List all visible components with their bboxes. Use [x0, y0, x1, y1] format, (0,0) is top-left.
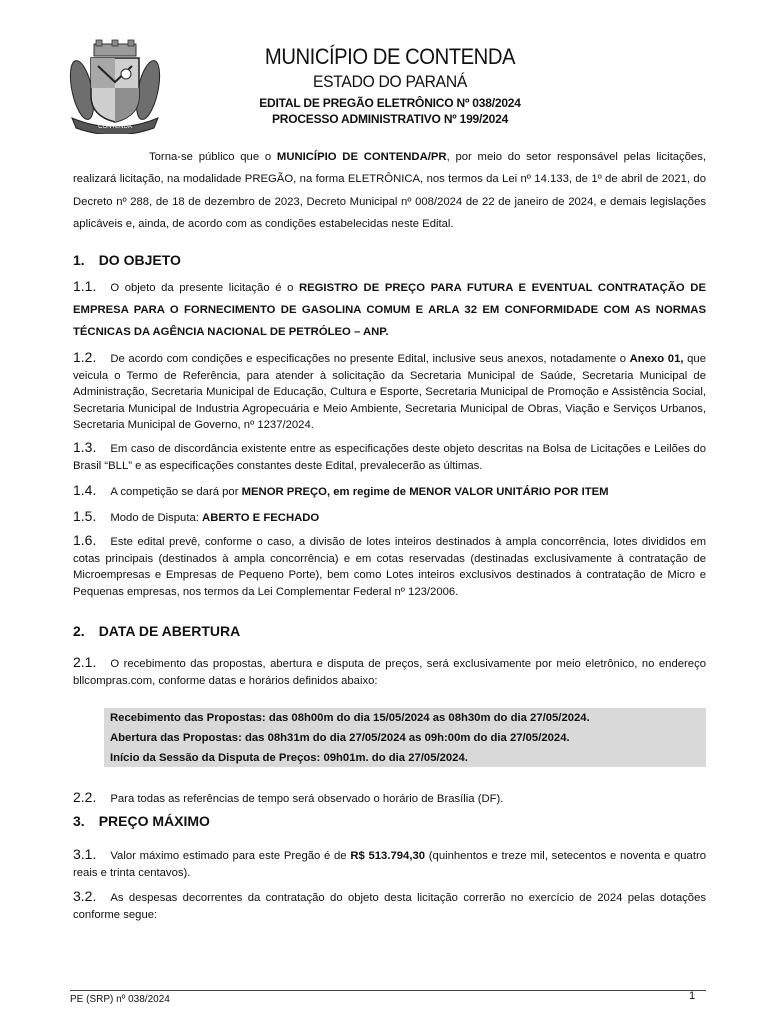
paragraph-1-2-number: 1.2. — [73, 349, 97, 365]
paragraph-3-1-number: 3.1. — [73, 846, 97, 862]
intro-municipality: MUNICÍPIO DE CONTENDA/PR — [276, 151, 447, 163]
crest-ribbon-text: CONTENDA — [98, 124, 132, 130]
paragraph-1-5-number: 1.5. — [73, 508, 97, 524]
paragraph-1-4-criterion: MENOR PREÇO, em regime de MENOR VALOR UNITÁRIO POR ITEM — [241, 486, 609, 498]
section-3-title: PREÇO MÁXIMO — [98, 813, 210, 829]
intro-text-1: Torna-se público que o — [149, 151, 277, 163]
paragraph-1-3-number: 1.3. — [73, 439, 97, 455]
page-number: 1 — [689, 990, 696, 1002]
section-2-number: 2. — [73, 623, 85, 639]
intro-paragraph — [73, 146, 706, 235]
paragraph-2-1 — [73, 654, 706, 689]
paragraph-3-2 — [73, 888, 706, 923]
paragraph-1-1-text: O objeto da presente licitação é o — [110, 282, 299, 294]
paragraph-3-2-number: 3.2. — [73, 888, 97, 904]
paragraph-1-3 — [73, 439, 706, 474]
paragraph-2-1-text: O recebimento das propostas, abertura e disputa de preços, será exclusivamente por meio eletrônico, no endereço bllcompras.com, conforme datas e horários definidos abaixo: — [73, 658, 706, 687]
paragraph-1-2-text-2: que veicula o Termo de Referência, para atender à solicitação da Secretaria Municipal de Saúde, Secretaria Municipal de Administração, Secretaria Municipal de Educação, Cultura e Esporte, Secretaria Municipal de Promoção e Assistência Social, Secretaria Municipal de Industria Agropecuária e Meio Ambiente, Secretaria Municipal de Obras, Viação e Serviços Urbanos, Secretaria Municipal de Governo, nº 1237/2024. — [73, 353, 706, 432]
paragraph-1-4 — [73, 482, 706, 501]
section-1-title: DO OBJETO — [98, 252, 181, 268]
section-3-heading — [73, 813, 210, 829]
paragraph-1-3-text: Em caso de discordância existente entre as especificações deste objeto descritas na Bolsa de Licitações e Leilões do Brasil “BLL” e as especificações constantes deste Edital, prevalecerão as últimas. — [73, 443, 706, 472]
schedule-line-session: Início da Sessão da Disputa de Preços: 09h01m. do dia 27/05/2024. — [110, 752, 468, 764]
intro-text-2: , por meio do setor responsável pelas licitações, realizará licitação, na modalidade PREGÃO, na forma ELETRÔNICA, nos termos da Lei nº 14.133, de 1º de abril de 2021, do Decreto nº 288, de 18 de dezembro de 2023, Decreto Municipal nº 008/2024 de 22 de janeiro de 2024, e demais legislações aplicáveis e, ainda, de acordo com as condições estabelecidas neste Edital. — [73, 151, 707, 230]
paragraph-1-5 — [73, 508, 706, 527]
section-1-number: 1. — [73, 252, 85, 268]
paragraph-1-1-number: 1.1. — [73, 278, 97, 294]
processo-number: PROCESSO ADMINISTRATIVO Nº 199/2024 — [271, 112, 509, 126]
paragraph-1-6-text: Este edital prevê, conforme o caso, a divisão de lotes inteiros destinados à ampla concorrência, lotes divididos em cotas principais (destinados à ampla concorrência) e em cotas reservadas (destinadas exclusivamente à contratação de Microempresas e Empresas de Pequeno Porte), bem como Lotes inteiros exclusivos destinados à contratação de Micro e Pequenas empresas, nos termos da Lei Complementar Federal nº 123/2006. — [73, 536, 706, 598]
schedule-line-receipt: Recebimento das Propostas: das 08h00m do dia 15/05/2024 as 08h30m do dia 27/05/2024. — [110, 712, 590, 724]
municipality-title: MUNICÍPIO DE CONTENDA — [264, 44, 516, 69]
state-title: ESTADO DO PARANÁ — [312, 72, 468, 91]
paragraph-1-2 — [73, 349, 706, 434]
paragraph-2-2 — [73, 789, 706, 808]
paragraph-1-6-number: 1.6. — [73, 532, 97, 548]
footer-divider — [70, 990, 706, 991]
paragraph-3-1-text-1: Valor máximo estimado para este Pregão é de — [110, 850, 351, 862]
section-3-number: 3. — [73, 813, 85, 829]
paragraph-3-1 — [73, 846, 706, 881]
paragraph-1-1 — [73, 275, 706, 343]
section-2-title: DATA DE ABERTURA — [98, 623, 241, 639]
paragraph-2-1-number: 2.1. — [73, 654, 97, 670]
paragraph-1-4-text: A competição se dará por — [110, 486, 242, 498]
section-1-heading — [73, 252, 181, 268]
paragraph-1-5-text: Modo de Disputa: — [110, 512, 203, 524]
footer-document-id: PE (SRP) nº 038/2024 — [70, 994, 170, 1005]
paragraph-3-1-text-2: (quinhentos e treze mil, setecentos e noventa e quatro reais e trinta centavos). — [73, 850, 707, 879]
edital-number: EDITAL DE PREGÃO ELETRÔNICO Nº 038/2024 — [259, 96, 521, 110]
paragraph-1-6 — [73, 532, 706, 600]
section-2-heading — [73, 623, 240, 639]
paragraph-1-4-number: 1.4. — [73, 482, 97, 498]
schedule-line-opening: Abertura das Propostas: das 08h31m do dia 27/05/2024 as 09h:00m do dia 27/05/2024. — [110, 732, 570, 744]
paragraph-3-2-text: As despesas decorrentes da contratação do objeto desta licitação correrão no exercício de 2024 pelas dotações conforme segue: — [73, 892, 706, 921]
paragraph-1-1-object: REGISTRO DE PREÇO PARA FUTURA E EVENTUAL CONTRATAÇÃO DE EMPRESA PARA O FORNECIMENTO DE GASOLINA COMUM E ARLA 32 EM CONFORMIDADE COM AS NORMAS TÉCNICAS DA AGÊNCIA NACIONAL DE PETRÓLEO – ANP. — [73, 282, 706, 338]
paragraph-2-2-text: Para todas as referências de tempo será observado o horário de Brasília (DF). — [110, 793, 504, 805]
paragraph-3-1-value: R$ 513.794,30 — [350, 850, 426, 862]
municipal-crest-icon — [66, 38, 164, 134]
paragraph-1-5-mode: ABERTO E FECHADO — [202, 512, 320, 524]
schedule-box — [104, 708, 706, 767]
paragraph-1-2-text-1: De acordo com condições e especificações no presente Edital, inclusive seus anexos, notadamente o — [110, 353, 630, 365]
paragraph-1-2-anexo: Anexo 01, — [629, 353, 684, 365]
paragraph-2-2-number: 2.2. — [73, 789, 97, 805]
